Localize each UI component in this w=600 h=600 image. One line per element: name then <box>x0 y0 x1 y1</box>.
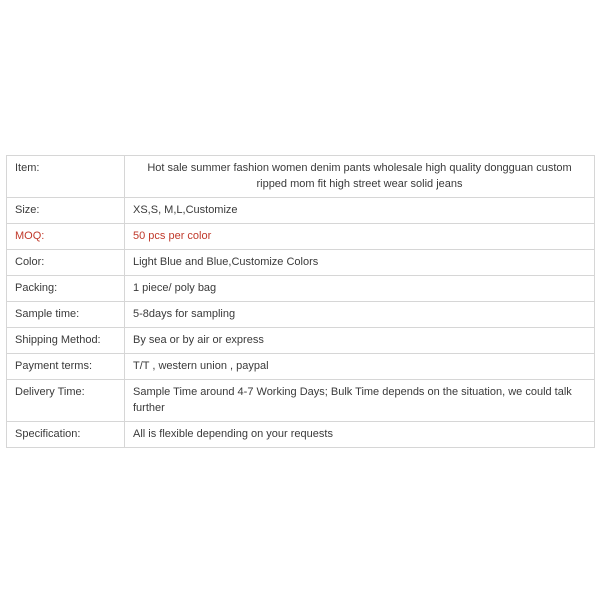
spec-value: By sea or by air or express <box>125 328 595 354</box>
spec-row-specification <box>7 422 595 448</box>
spec-value: 1 piece/ poly bag <box>125 276 595 302</box>
spec-label: Payment terms: <box>7 354 125 380</box>
spec-label: Color: <box>7 250 125 276</box>
spec-value: Light Blue and Blue,Customize Colors <box>125 250 595 276</box>
spec-label: MOQ: <box>7 224 125 250</box>
spec-value: 50 pcs per color <box>125 224 595 250</box>
spec-value: XS,S, M,L,Customize <box>125 198 595 224</box>
spec-row-item <box>7 156 595 198</box>
spec-row-shipping-method <box>7 328 595 354</box>
spec-row-color <box>7 250 595 276</box>
spec-row-packing <box>7 276 595 302</box>
spec-label: Packing: <box>7 276 125 302</box>
spec-label: Item: <box>7 156 125 198</box>
spec-row-delivery-time <box>7 380 595 422</box>
spec-label: Size: <box>7 198 125 224</box>
spec-label: Specification: <box>7 422 125 448</box>
spec-value: Hot sale summer fashion women denim pants wholesale high quality dongguan custom ripped mom fit high street wear solid jeans <box>125 156 595 198</box>
spec-row-payment-terms <box>7 354 595 380</box>
spec-row-sample-time <box>7 302 595 328</box>
spec-label: Shipping Method: <box>7 328 125 354</box>
spec-label: Delivery Time: <box>7 380 125 422</box>
spec-label: Sample time: <box>7 302 125 328</box>
spec-value: All is flexible depending on your requests <box>125 422 595 448</box>
spec-row-size <box>7 198 595 224</box>
product-spec-table <box>6 155 595 448</box>
spec-value: 5-8days for sampling <box>125 302 595 328</box>
spec-row-moq <box>7 224 595 250</box>
spec-value: T/T , western union , paypal <box>125 354 595 380</box>
spec-value: Sample Time around 4-7 Working Days; Bulk Time depends on the situation, we could talk further <box>125 380 595 422</box>
